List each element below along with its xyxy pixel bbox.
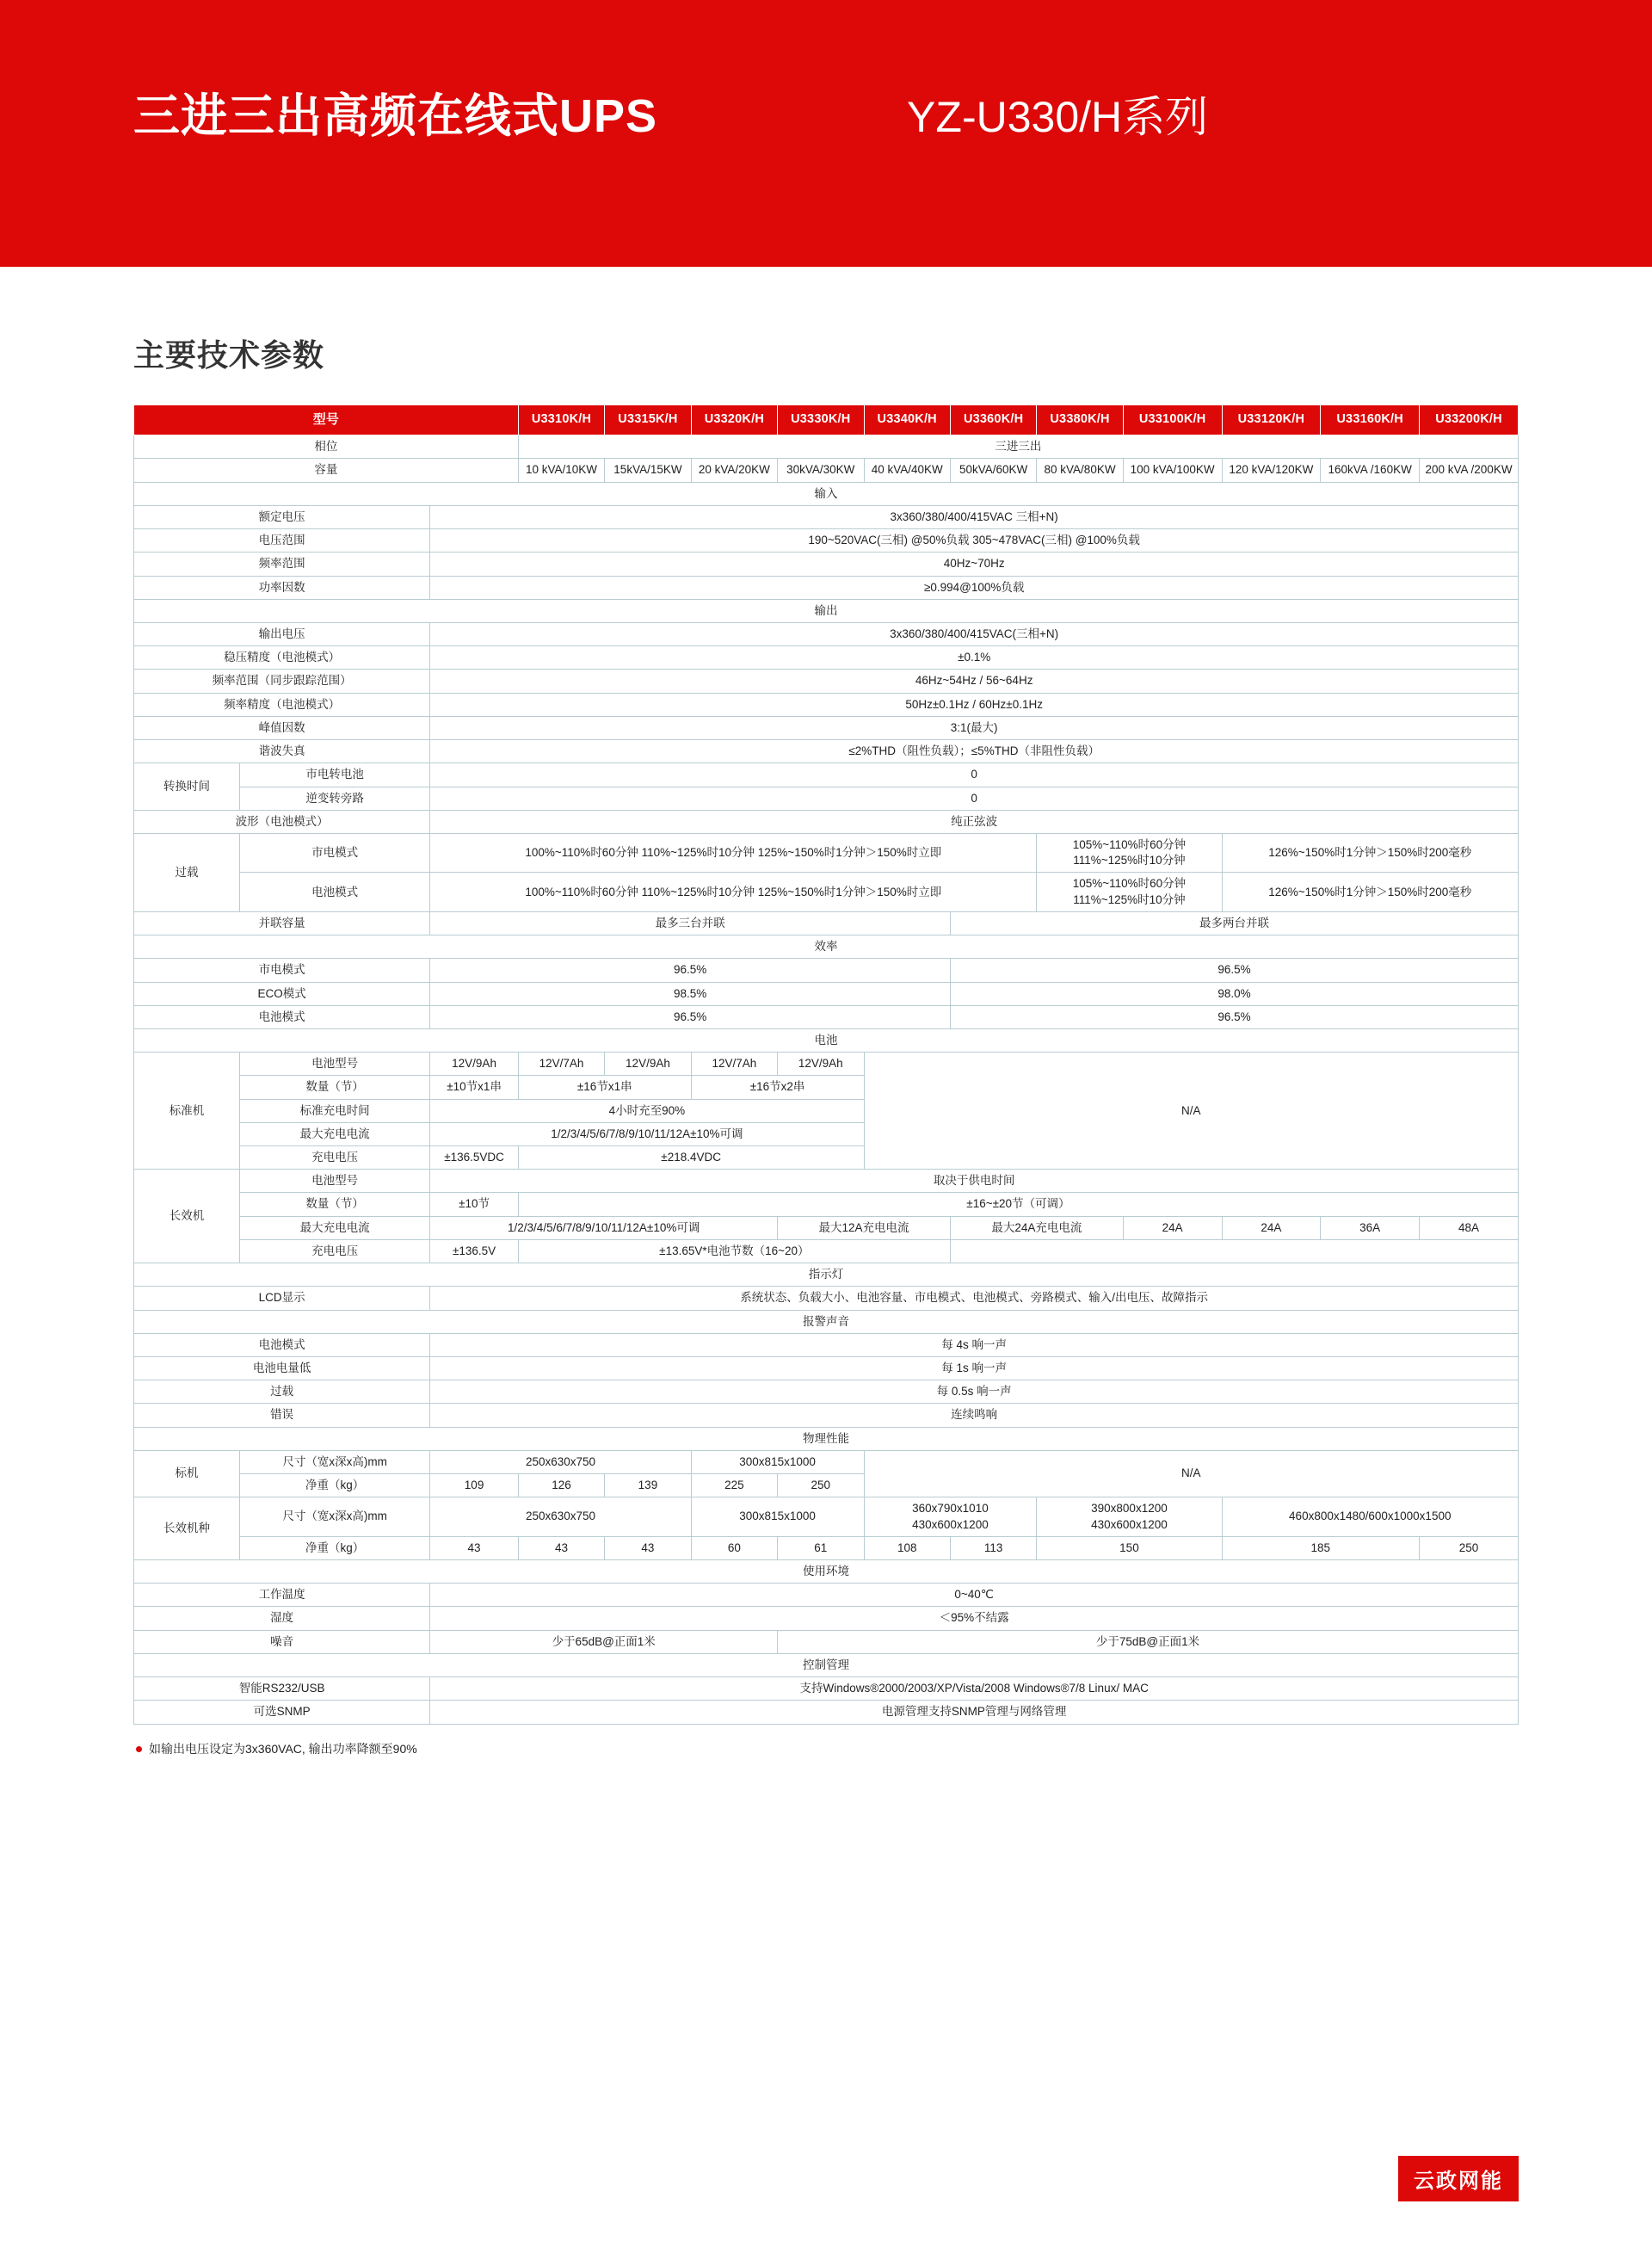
phase-label: 相位 xyxy=(134,435,519,459)
capacity-value-6: 50kVA/60KW xyxy=(950,459,1036,482)
overload-left-2: 100%~110%时60分钟 110%~125%时10分钟 125%~150%时1分钟＞150%时立即 xyxy=(430,873,1037,911)
table-row xyxy=(134,740,1519,763)
long-qty-label: 数量（节） xyxy=(239,1193,429,1216)
table-header-row xyxy=(134,405,1519,435)
overload-mid-1: 105%~110%时60分钟 111%~125%时10分钟 xyxy=(1037,833,1222,872)
long-max-current-cell-1: 24A xyxy=(1123,1216,1222,1239)
transition-value-2: 0 xyxy=(430,787,1519,810)
product-series-label: YZ-U330/H系列 xyxy=(907,93,1209,141)
capacity-value-9: 120 kVA/120KW xyxy=(1222,459,1321,482)
table-row xyxy=(134,1357,1519,1380)
row-value: 每 4s 响一声 xyxy=(430,1333,1519,1356)
capacity-value-3: 20 kVA/20KW xyxy=(691,459,777,482)
long-battery-model-row xyxy=(134,1170,1519,1193)
std-charge-voltage-1: ±136.5VDC xyxy=(430,1146,519,1170)
long-dim-4: 390x800x1200 430x600x1200 xyxy=(1037,1497,1222,1536)
long-dim-2: 300x815x1000 xyxy=(691,1497,864,1536)
indicator-band-label: 指示灯 xyxy=(134,1263,1519,1287)
overload-mid-2: 105%~110%时60分钟 111%~125%时10分钟 xyxy=(1037,873,1222,911)
row-value: 每 1s 响一声 xyxy=(430,1357,1519,1380)
std-max-current-label: 最大充电电流 xyxy=(239,1122,429,1145)
noise-label: 噪音 xyxy=(134,1630,430,1653)
alarm-band-label: 报警声音 xyxy=(134,1310,1519,1333)
page-title: 三进三出高频在线式UPS xyxy=(133,90,658,142)
battery-band-label: 电池 xyxy=(134,1028,1519,1052)
output-label-1: 输出电压 xyxy=(134,623,430,646)
overload-row-2 xyxy=(134,873,1519,911)
header-model-5: U3340K/H xyxy=(864,405,950,435)
waveform-value: 纯正弦波 xyxy=(430,810,1519,833)
std-weight-1: 109 xyxy=(430,1474,519,1497)
long-machine-label: 长效机 xyxy=(134,1170,240,1263)
input-label-2: 电压范围 xyxy=(134,529,430,553)
row-value: 50Hz±0.1Hz / 60Hz±0.1Hz xyxy=(430,693,1519,716)
row-value: 每 0.5s 响一声 xyxy=(430,1380,1519,1404)
std-qty-1: ±10节x1串 xyxy=(430,1076,519,1099)
waveform-row xyxy=(134,810,1519,833)
long-battery-model-value: 取决于供电时间 xyxy=(430,1170,1519,1193)
capacity-value-7: 80 kVA/80KW xyxy=(1037,459,1123,482)
table-row xyxy=(134,1333,1519,1356)
row-value: 3x360/380/400/415VAC(三相+N) xyxy=(430,623,1519,646)
indicator-band xyxy=(134,1263,1519,1287)
control-band xyxy=(134,1653,1519,1676)
std-dim-row xyxy=(134,1450,1519,1473)
std-battery-model-5: 12V/9Ah xyxy=(778,1053,864,1076)
alarm-band xyxy=(134,1310,1519,1333)
std-charge-voltage-2: ±218.4VDC xyxy=(518,1146,864,1170)
overload-label: 过载 xyxy=(134,833,240,911)
table-row xyxy=(134,576,1519,599)
std-qty-3: ±16节x2串 xyxy=(691,1076,864,1099)
std-dim-1: 250x630x750 xyxy=(430,1450,691,1473)
phase-value: 三进三出 xyxy=(518,435,1518,459)
long-max-current-cell-4: 48A xyxy=(1420,1216,1519,1239)
long-weight-1: 43 xyxy=(430,1536,519,1559)
long-charge-voltage-1: ±136.5V xyxy=(430,1239,519,1263)
alarm-label-3: 过载 xyxy=(134,1380,430,1404)
control-label-1: 智能RS232/USB xyxy=(134,1677,430,1701)
std-dim-label: 尺寸（宽x深x高)mm xyxy=(239,1450,429,1473)
efficiency-row-2 xyxy=(134,982,1519,1005)
long-weight-10: 250 xyxy=(1420,1536,1519,1559)
std-weight-5: 250 xyxy=(778,1474,864,1497)
efficiency-right-2: 98.0% xyxy=(950,982,1518,1005)
long-weight-2: 43 xyxy=(518,1536,604,1559)
transition-sub-1: 市电转电池 xyxy=(239,763,429,787)
physical-band xyxy=(134,1427,1519,1450)
table-row xyxy=(134,1677,1519,1701)
table-row xyxy=(134,1404,1519,1427)
long-dim-label: 尺寸（宽x深x高)mm xyxy=(239,1497,429,1536)
std-qty-label: 数量（节） xyxy=(239,1076,429,1099)
long-charge-voltage-row xyxy=(134,1239,1519,1263)
parallel-right: 最多两台并联 xyxy=(950,911,1518,935)
std-charge-time-value: 4小时充至90% xyxy=(430,1099,864,1122)
capacity-value-11: 200 kVA /200KW xyxy=(1420,459,1519,482)
parallel-left: 最多三台并联 xyxy=(430,911,951,935)
row-value: ≤2%THD（阻性负载）；≤5%THD（非阻性负载） xyxy=(430,740,1519,763)
long-max-current-2: 最大12A充电电流 xyxy=(778,1216,951,1239)
input-band-label: 输入 xyxy=(134,482,1519,505)
output-band-label: 输出 xyxy=(134,599,1519,622)
table-row xyxy=(134,1701,1519,1724)
long-weight-row xyxy=(134,1536,1519,1559)
std-na-cell: N/A xyxy=(864,1053,1519,1170)
table-row xyxy=(134,1380,1519,1404)
long-weight-4: 60 xyxy=(691,1536,777,1559)
capacity-label: 容量 xyxy=(134,459,519,482)
efficiency-band-label: 效率 xyxy=(134,935,1519,959)
transition-row-2 xyxy=(134,787,1519,810)
output-label-5: 峰值因数 xyxy=(134,716,430,739)
control-label-2: 可选SNMP xyxy=(134,1701,430,1724)
std-qty-2: ±16节x1串 xyxy=(518,1076,691,1099)
specifications-table xyxy=(133,404,1519,1725)
header-model-6: U3360K/H xyxy=(950,405,1036,435)
std-weight-2: 126 xyxy=(518,1474,604,1497)
long-weight-9: 185 xyxy=(1222,1536,1420,1559)
company-logo-badge: 云政网能 xyxy=(1398,2156,1519,2201)
header-model-9: U33120K/H xyxy=(1222,405,1321,435)
std-battery-model-4: 12V/7Ah xyxy=(691,1053,777,1076)
input-label-3: 频率范围 xyxy=(134,553,430,576)
control-band-label: 控制管理 xyxy=(134,1653,1519,1676)
efficiency-right-1: 96.5% xyxy=(950,959,1518,982)
long-max-current-3: 最大24A充电电流 xyxy=(950,1216,1123,1239)
parallel-row xyxy=(134,911,1519,935)
header-model-label: 型号 xyxy=(134,405,519,435)
long-charge-voltage-label: 充电电压 xyxy=(239,1239,429,1263)
header-model-8: U33100K/H xyxy=(1123,405,1222,435)
overload-row-1 xyxy=(134,833,1519,872)
table-row xyxy=(134,693,1519,716)
alarm-label-1: 电池模式 xyxy=(134,1333,430,1356)
efficiency-band xyxy=(134,935,1519,959)
table-row xyxy=(134,646,1519,670)
row-value: 电源管理支持SNMP管理与网络管理 xyxy=(430,1701,1519,1724)
std-max-current-value: 1/2/3/4/5/6/7/8/9/10/11/12A±10%可调 xyxy=(430,1122,864,1145)
long-weight-label: 净重（kg） xyxy=(239,1536,429,1559)
long-weight-8: 150 xyxy=(1037,1536,1222,1559)
table-row xyxy=(134,505,1519,528)
long-max-current-row xyxy=(134,1216,1519,1239)
input-band xyxy=(134,482,1519,505)
efficiency-left-3: 96.5% xyxy=(430,1005,951,1028)
std-phys-na: N/A xyxy=(864,1450,1519,1497)
table-row xyxy=(134,1584,1519,1607)
transition-sub-2: 逆变转旁路 xyxy=(239,787,429,810)
std-dim-2: 300x815x1000 xyxy=(691,1450,864,1473)
row-value: 支持Windows®2000/2003/XP/Vista/2008 Windows®7/8 Linux/ MAC xyxy=(430,1677,1519,1701)
table-row xyxy=(134,1607,1519,1630)
long-max-current-1: 1/2/3/4/5/6/7/8/9/10/11/12A±10%可调 xyxy=(430,1216,778,1239)
overload-mode-2: 电池模式 xyxy=(239,873,429,911)
spec-table-container xyxy=(133,404,1519,1725)
row-value: 3x360/380/400/415VAC 三相+N) xyxy=(430,505,1519,528)
std-battery-model-1: 12V/9Ah xyxy=(430,1053,519,1076)
battery-band xyxy=(134,1028,1519,1052)
row-value: ＜95%不结露 xyxy=(430,1607,1519,1630)
overload-left-1: 100%~110%时60分钟 110%~125%时10分钟 125%~150%时1分钟＞150%时立即 xyxy=(430,833,1037,872)
std-charge-voltage-label: 充电电压 xyxy=(239,1146,429,1170)
lcd-label: LCD显示 xyxy=(134,1287,430,1310)
table-row xyxy=(134,553,1519,576)
physical-band-label: 物理性能 xyxy=(134,1427,1519,1450)
capacity-value-5: 40 kVA/40KW xyxy=(864,459,950,482)
efficiency-label-2: ECO模式 xyxy=(134,982,430,1005)
row-value: 3:1(最大) xyxy=(430,716,1519,739)
footnote-text: 如输出电压设定为3x360VAC, 输出功率降额至90% xyxy=(149,1742,417,1756)
alarm-label-2: 电池电量低 xyxy=(134,1357,430,1380)
long-dim-row xyxy=(134,1497,1519,1536)
long-max-current-label: 最大充电电流 xyxy=(239,1216,429,1239)
row-value: 连续鸣响 xyxy=(430,1404,1519,1427)
phase-row xyxy=(134,435,1519,459)
noise-left: 少于65dB@正面1米 xyxy=(430,1630,778,1653)
efficiency-row-3 xyxy=(134,1005,1519,1028)
efficiency-left-1: 96.5% xyxy=(430,959,951,982)
std-battery-model-row xyxy=(134,1053,1519,1076)
table-row xyxy=(134,716,1519,739)
output-label-6: 谐波失真 xyxy=(134,740,430,763)
row-value: 0~40℃ xyxy=(430,1584,1519,1607)
row-value: ≥0.994@100%负载 xyxy=(430,576,1519,599)
environment-label-1: 工作温度 xyxy=(134,1584,430,1607)
std-battery-model-3: 12V/9Ah xyxy=(605,1053,691,1076)
section-heading: 主要技术参数 xyxy=(133,337,325,373)
long-charge-voltage-empty xyxy=(950,1239,1518,1263)
capacity-value-1: 10 kVA/10KW xyxy=(518,459,604,482)
header-model-4: U3330K/H xyxy=(778,405,864,435)
capacity-value-8: 100 kVA/100KW xyxy=(1123,459,1222,482)
capacity-value-10: 160kVA /160KW xyxy=(1321,459,1420,482)
long-max-current-cell-3: 36A xyxy=(1321,1216,1420,1239)
efficiency-label-1: 市电模式 xyxy=(134,959,430,982)
footnote xyxy=(136,1740,417,1757)
table-row xyxy=(134,529,1519,553)
efficiency-left-2: 98.5% xyxy=(430,982,951,1005)
alarm-label-4: 错误 xyxy=(134,1404,430,1427)
environment-band xyxy=(134,1559,1519,1583)
overload-right-1: 126%~150%时1分钟＞150%时200毫秒 xyxy=(1222,833,1518,872)
long-qty-2: ±16~±20节（可调） xyxy=(518,1193,1518,1216)
input-label-4: 功率因数 xyxy=(134,576,430,599)
long-max-current-cell-2: 24A xyxy=(1222,1216,1321,1239)
output-label-2: 稳压精度（电池模式） xyxy=(134,646,430,670)
efficiency-row-1 xyxy=(134,959,1519,982)
overload-mode-1: 市电模式 xyxy=(239,833,429,872)
long-dim-1: 250x630x750 xyxy=(430,1497,691,1536)
noise-right: 少于75dB@正面1米 xyxy=(778,1630,1519,1653)
transition-label: 转换时间 xyxy=(134,763,240,810)
waveform-label: 波形（电池模式） xyxy=(134,810,430,833)
std-phys-label: 标机 xyxy=(134,1450,240,1497)
output-label-3: 频率范围（同步跟踪范围） xyxy=(134,670,430,693)
std-weight-4: 225 xyxy=(691,1474,777,1497)
overload-right-2: 126%~150%时1分钟＞150%时200毫秒 xyxy=(1222,873,1518,911)
input-label-1: 额定电压 xyxy=(134,505,430,528)
capacity-row xyxy=(134,459,1519,482)
std-battery-model-2: 12V/7Ah xyxy=(518,1053,604,1076)
long-phys-label: 长效机种 xyxy=(134,1497,240,1560)
efficiency-right-3: 96.5% xyxy=(950,1005,1518,1028)
std-machine-label: 标准机 xyxy=(134,1053,240,1170)
std-weight-3: 139 xyxy=(605,1474,691,1497)
row-value: 40Hz~70Hz xyxy=(430,553,1519,576)
header-model-7: U3380K/H xyxy=(1037,405,1123,435)
std-battery-model-label: 电池型号 xyxy=(239,1053,429,1076)
table-row xyxy=(134,670,1519,693)
long-dim-5: 460x800x1480/600x1000x1500 xyxy=(1222,1497,1518,1536)
std-charge-time-label: 标准充电时间 xyxy=(239,1099,429,1122)
long-weight-5: 61 xyxy=(778,1536,864,1559)
header-model-3: U3320K/H xyxy=(691,405,777,435)
environment-label-2: 湿度 xyxy=(134,1607,430,1630)
header-model-11: U33200K/H xyxy=(1420,405,1519,435)
transition-value-1: 0 xyxy=(430,763,1519,787)
long-battery-model-label: 电池型号 xyxy=(239,1170,429,1193)
long-weight-3: 43 xyxy=(605,1536,691,1559)
bullet-icon xyxy=(136,1746,142,1752)
long-weight-6: 108 xyxy=(864,1536,950,1559)
output-band xyxy=(134,599,1519,622)
long-weight-7: 113 xyxy=(950,1536,1036,1559)
long-charge-voltage-2: ±13.65V*电池节数（16~20） xyxy=(518,1239,950,1263)
row-value: 46Hz~54Hz / 56~64Hz xyxy=(430,670,1519,693)
long-qty-row xyxy=(134,1193,1519,1216)
long-dim-3: 360x790x1010 430x600x1200 xyxy=(864,1497,1037,1536)
header-model-2: U3315K/H xyxy=(605,405,691,435)
header-model-1: U3310K/H xyxy=(518,405,604,435)
long-qty-1: ±10节 xyxy=(430,1193,519,1216)
table-row xyxy=(134,1287,1519,1310)
environment-band-label: 使用环境 xyxy=(134,1559,1519,1583)
capacity-value-2: 15kVA/15KW xyxy=(605,459,691,482)
parallel-label: 并联容量 xyxy=(134,911,430,935)
std-weight-label: 净重（kg） xyxy=(239,1474,429,1497)
noise-row xyxy=(134,1630,1519,1653)
capacity-value-4: 30kVA/30KW xyxy=(778,459,864,482)
banner-content xyxy=(133,79,1514,145)
output-label-4: 频率精度（电池模式） xyxy=(134,693,430,716)
page-header-banner xyxy=(0,0,1652,267)
row-value: ±0.1% xyxy=(430,646,1519,670)
row-value: 190~520VAC(三相) @50%负载 305~478VAC(三相) @100%负载 xyxy=(430,529,1519,553)
header-model-10: U33160K/H xyxy=(1321,405,1420,435)
table-row xyxy=(134,623,1519,646)
row-value: 系统状态、负载大小、电池容量、市电模式、电池模式、旁路模式、输入/出电压、故障指示 xyxy=(430,1287,1519,1310)
efficiency-label-3: 电池模式 xyxy=(134,1005,430,1028)
transition-row-1 xyxy=(134,763,1519,787)
